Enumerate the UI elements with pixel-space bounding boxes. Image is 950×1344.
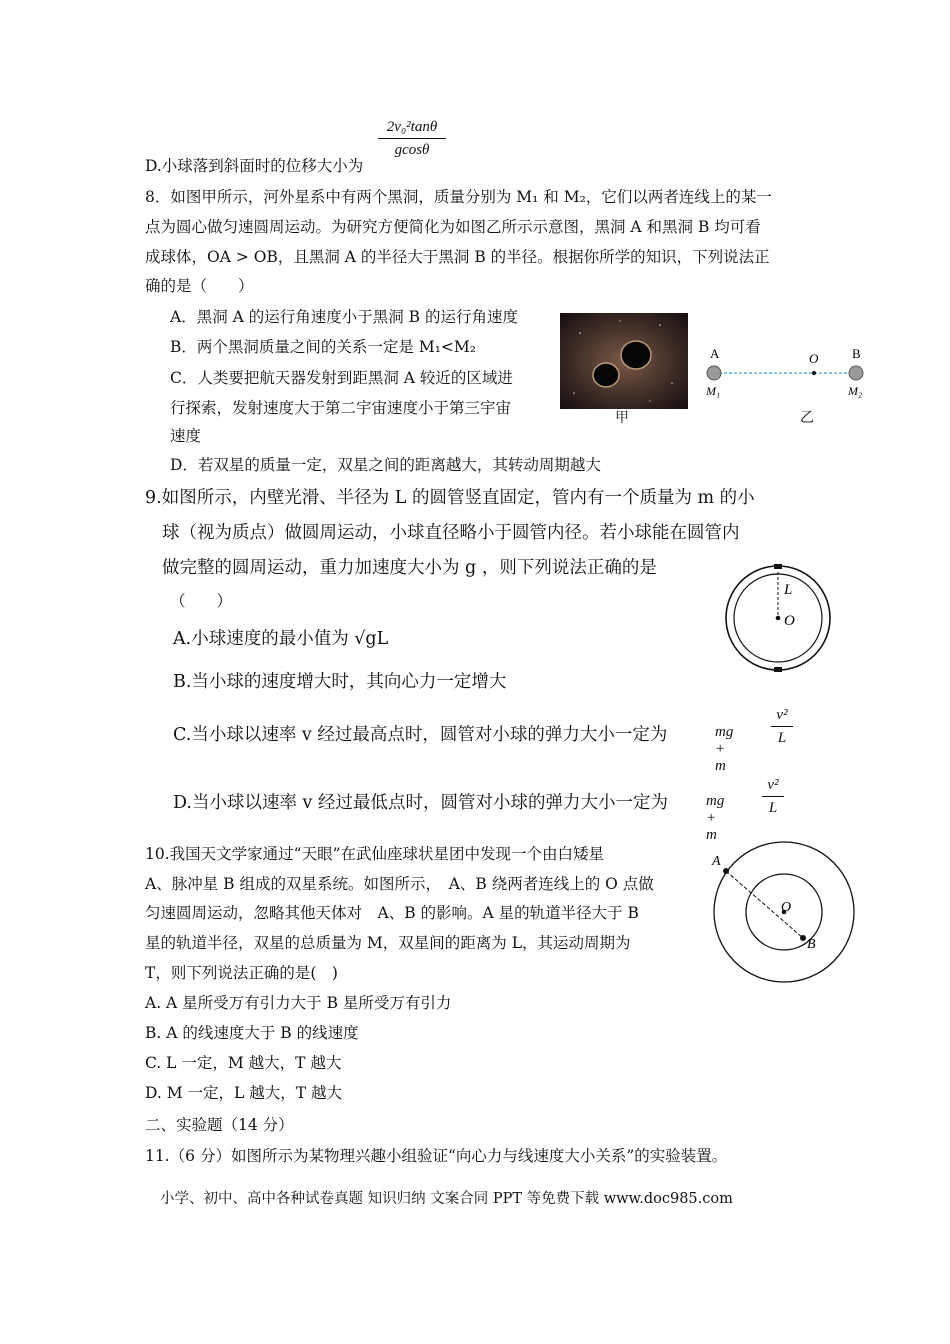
label-m1: M₁	[706, 384, 721, 398]
q8-option-c-line-2: 行探索，发射速度大于第二宇宙速度小于第三宇宙	[170, 399, 512, 417]
label-a: A	[712, 854, 721, 869]
q10-stem-line-1: 10.我国天文学家通过“天眼”在武仙座球状星团中发现一个由白矮星	[145, 845, 605, 863]
q8-stem-line-4: 确的是（ ）	[145, 277, 254, 295]
q9-option-c: C.当小球以速率 v 经过最高点时，圆管对小球的弹力大小一定为	[173, 725, 668, 745]
q9-option-a: A.小球速度的最小值为 √gL	[173, 629, 389, 649]
q11-stem: 11.（6 分）如图所示为某物理兴趣小组验证“向心力与线速度大小关系”的实验装置。	[145, 1147, 728, 1165]
q10-stem-line-3: 匀速圆周运动，忽略其他天体对 A、B 的影响。A 星的轨道半径大于 B	[145, 904, 639, 922]
label-b: B	[852, 346, 861, 361]
q8-option-c-line-3: 速度	[170, 427, 202, 445]
q8-stem-line-2: 点为圆心做匀速圆周运动。为研究方便简化为如图乙所示示意图，黑洞 A 和黑洞 B 均可看	[145, 218, 761, 236]
label-b: B	[807, 937, 816, 952]
section-2-heading: 二、实验题（14 分）	[145, 1116, 294, 1134]
q8-stem-line-1: 8．如图甲所示，河外星系中有两个黑洞，质量分别为 M₁ 和 M₂，它们以两者连线上的某一	[145, 188, 772, 206]
label-l: L	[784, 582, 793, 598]
formula-prefix: mg + m	[706, 793, 725, 843]
formula-fraction	[762, 776, 784, 817]
fraction-bar	[378, 138, 446, 139]
fraction-bar	[771, 726, 793, 727]
formula-denominator: L	[768, 800, 778, 816]
q8-figure-jia-label: 甲	[615, 410, 629, 426]
q8-figure-yi-label: 乙	[800, 410, 814, 426]
q8-option-a: A．黑洞 A 的运行角速度小于黑洞 B 的运行角速度	[170, 308, 518, 326]
q8-option-c-line-1: C．人类要把航天器发射到距黑洞 A 较近的区域进	[170, 369, 513, 387]
q9-stem-line-3: 做完整的圆周运动，重力加速度大小为 g ，则下列说法正确的是	[162, 558, 657, 578]
q10-stem-line-5: T，则下列说法正确的是( )	[145, 964, 338, 982]
q8-option-d: D．若双星的质量一定，双星之间的距离越大，其转动周期越大	[170, 456, 601, 474]
label-o: O	[784, 613, 795, 629]
q9-option-d: D.当小球以速率 v 经过最低点时，圆管对小球的弹力大小一定为	[173, 793, 668, 813]
q9-stem-line-1: 9.如图所示，内壁光滑、半径为 L 的圆管竖直固定，管内有一个质量为 m 的小	[145, 488, 755, 508]
q8-option-b: B．两个黑洞质量之间的关系一定是 M₁<M₂	[170, 338, 476, 356]
q10-option-c: C. L 一定，M 越大，T 越大	[145, 1054, 342, 1072]
q7-formula	[378, 118, 446, 159]
fraction-bar	[762, 796, 784, 797]
label-m2: M₂	[848, 384, 863, 398]
q7-formula-numerator: 2v₀²tanθ	[386, 119, 438, 135]
q10-binary-orbit-figure	[702, 838, 862, 988]
q10-stem-line-2: A、脉冲星 B 组成的双星系统。如图所示， A、B 绕两者连线上的 O 点做	[145, 875, 654, 893]
q9-stem-line-2: 球（视为质点）做圆周运动，小球直径略小于圆管内径。若小球能在圆管内	[162, 523, 740, 543]
formula-fraction	[771, 706, 793, 747]
q9-option-b: B.当小球的速度增大时，其向心力一定增大	[173, 672, 507, 692]
q10-option-b: B. A 的线速度大于 B 的线速度	[145, 1024, 359, 1042]
label-o: O	[809, 351, 819, 366]
formula-prefix: mg + m	[715, 724, 734, 774]
q10-option-d: D. M 一定，L 越大，T 越大	[145, 1084, 343, 1102]
q8-black-hole-image	[560, 313, 688, 409]
label-a: A	[710, 346, 720, 361]
formula-numerator: v²	[767, 777, 779, 793]
formula-numerator: v²	[776, 707, 788, 723]
q8-stem-line-3: 成球体，OA > OB，且黑洞 A 的半径大于黑洞 B 的半径。根据你所学的知识，下列说法正	[145, 248, 770, 266]
q7-formula-denominator: gcosθ	[394, 142, 430, 158]
q10-option-a: A. A 星所受万有引力大于 B 星所受万有引力	[145, 994, 452, 1012]
black-hole-b	[849, 366, 863, 380]
q9-stem-line-4: （ ）	[170, 592, 233, 610]
black-hole-a	[707, 366, 721, 380]
formula-denominator: L	[777, 730, 787, 746]
footer-text: 小学、初中、高中各种试卷真题 知识归纳 文案合同 PPT 等免费下载 www.doc985.com	[160, 1191, 733, 1207]
q9-circular-tube-figure	[722, 560, 834, 676]
q7-option-d: D.小球落到斜面时的位移大小为	[145, 157, 364, 175]
center-point-o	[812, 371, 816, 375]
q8-schematic-figure	[700, 345, 870, 405]
label-o: O	[781, 900, 792, 915]
q10-stem-line-4: 星的轨道半径，双星的总质量为 M，双星间的距离为 L，其运动周期为	[145, 934, 631, 952]
